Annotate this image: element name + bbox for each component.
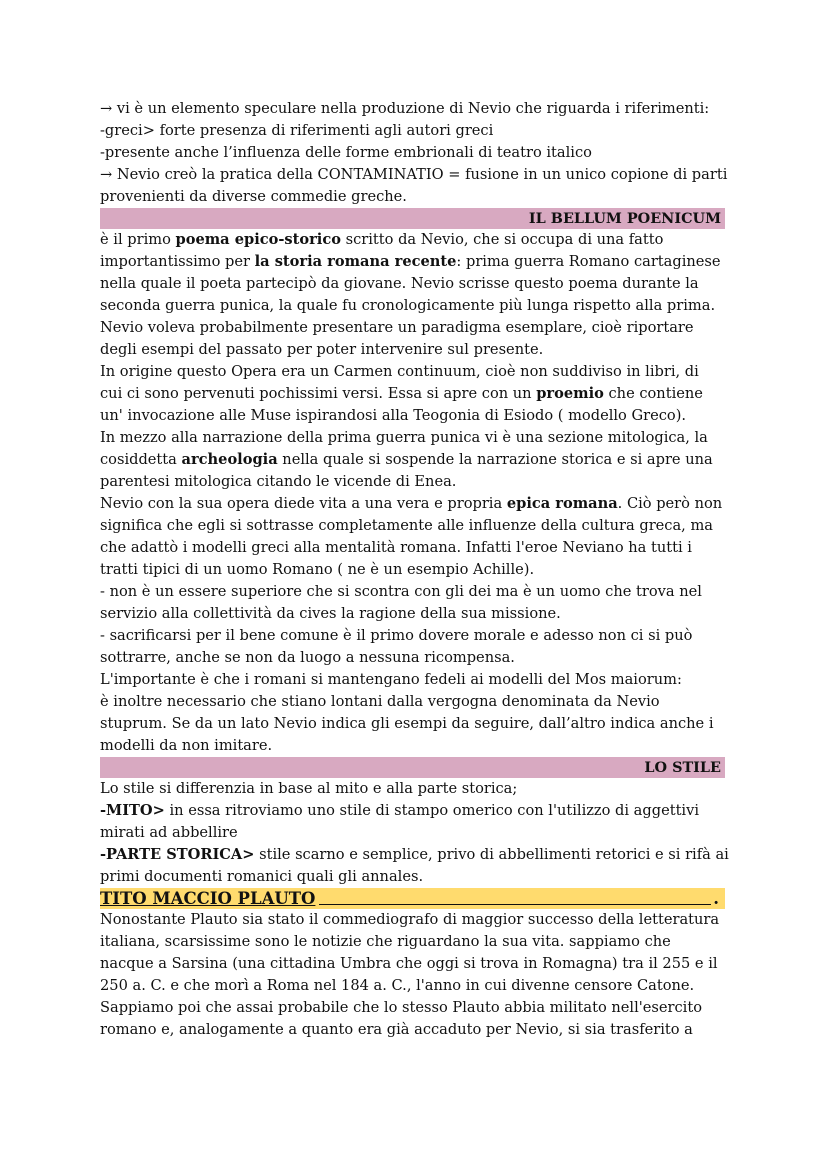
heading-title: TITO MACCIO PLAUTO xyxy=(100,889,316,908)
heading-end: . xyxy=(713,889,719,908)
text-line: -MITO> in essa ritroviamo uno stile di stampo omerico con l'utilizzo di aggettivi xyxy=(100,802,700,819)
text-line: Nevio voleva probabilmente presentare un paradigma esemplare, cioè riportare xyxy=(100,319,694,336)
text-line: In origine questo Opera era un Carmen continuum, cioè non suddiviso in libri, di xyxy=(100,363,699,380)
text-line: seconda guerra punica, la quale fu cronologicamente più lunga rispetto alla prima. xyxy=(100,297,716,314)
section-heading-tito-maccio-plauto xyxy=(100,888,725,909)
text-line: 250 a. C. e che morì a Roma nel 184 a. C., l'anno in cui divenne censore Catone. xyxy=(100,977,695,994)
text-line: significa che egli si sottrasse completamente alle influenze della cultura greca, ma xyxy=(100,517,713,534)
document-page xyxy=(100,98,729,1041)
text-line: Nonostante Plauto sia stato il commediografo di maggior successo della letteratura xyxy=(100,911,720,928)
text-line: -greci> forte presenza di riferimenti agli autori greci xyxy=(100,122,494,139)
text-line: → Nevio creò la pratica della CONTAMINATIO = fusione in un unico copione di parti xyxy=(100,166,728,183)
text-line: romano e, analogamente a quanto era già accaduto per Nevio, si sia trasferito a xyxy=(100,1021,693,1038)
text-line: L'importante è che i romani si mantengano fedeli ai modelli del Mos maiorum: xyxy=(100,671,682,688)
text-line: Sappiamo poi che assai probabile che lo stesso Plauto abbia militato nell'esercito xyxy=(100,999,702,1016)
text-line: tratti tipici di un uomo Romano ( ne è un esempio Achille). xyxy=(100,561,535,578)
text-line: italiana, scarsissime sono le notizie che riguardano la sua vita. sappiamo che xyxy=(100,933,671,950)
heading-underline xyxy=(319,888,711,905)
text-line: provenienti da diverse commedie greche. xyxy=(100,188,407,205)
text-line: -PARTE STORICA> stile scarno e semplice, privo di abbellimenti retorici e si rifà ai xyxy=(100,846,729,863)
text-line: servizio alla collettività da cives la ragione della sua missione. xyxy=(100,605,561,622)
text-line: mirati ad abbellire xyxy=(100,824,238,841)
text-line: primi documenti romanici quali gli annales. xyxy=(100,868,424,885)
text-line: stuprum. Se da un lato Nevio indica gli esempi da seguire, dall’altro indica anche i xyxy=(100,715,714,732)
text-line: importantissimo per la storia romana recente: prima guerra Romano cartaginese xyxy=(100,253,721,270)
text-line: - sacrificarsi per il bene comune è il primo dovere morale e adesso non ci si può xyxy=(100,627,693,644)
text-line: Nevio con la sua opera diede vita a una vera e propria epica romana. Ciò però non xyxy=(100,495,723,512)
text-line: Lo stile si differenzia in base al mito e alla parte storica; xyxy=(100,780,518,797)
text-line: modelli da non imitare. xyxy=(100,737,273,754)
text-line: nacque a Sarsina (una cittadina Umbra che oggi si trova in Romagna) tra il 255 e il xyxy=(100,955,718,972)
text-line: nella quale il poeta partecipò da giovane. Nevio scrisse questo poema durante la xyxy=(100,275,699,292)
text-line: degli esempi del passato per poter intervenire sul presente. xyxy=(100,341,544,358)
section-heading-lo-stile: LO STILE xyxy=(100,757,725,778)
text-line: un' invocazione alle Muse ispirandosi alla Teogonia di Esiodo ( modello Greco). xyxy=(100,407,687,424)
text-line: è inoltre necessario che stiano lontani dalla vergogna denominata da Nevio xyxy=(100,693,660,710)
text-line: sottrarre, anche se non da luogo a nessuna ricompensa. xyxy=(100,649,515,666)
text-line: parentesi mitologica citando le vicende di Enea. xyxy=(100,473,457,490)
text-line: è il primo poema epico-storico scritto da Nevio, che si occupa di una fatto xyxy=(100,231,664,248)
text-line: cosiddetta archeologia nella quale si sospende la narrazione storica e si apre una xyxy=(100,451,713,468)
section-heading-bellum-poenicum: IL BELLUM POENICUM xyxy=(100,208,725,229)
text-line: In mezzo alla narrazione della prima guerra punica vi è una sezione mitologica, la xyxy=(100,429,708,446)
text-line: → vi è un elemento speculare nella produzione di Nevio che riguarda i riferimenti: xyxy=(100,100,710,117)
text-line: -presente anche l’influenza delle forme embrionali di teatro italico xyxy=(100,144,592,161)
text-line: - non è un essere superiore che si scontra con gli dei ma è un uomo che trova nel xyxy=(100,583,702,600)
text-line: cui ci sono pervenuti pochissimi versi. Essa si apre con un proemio che contiene xyxy=(100,385,703,402)
text-line: che adattò i modelli greci alla mentalità romana. Infatti l'eroe Neviano ha tutti i xyxy=(100,539,692,556)
